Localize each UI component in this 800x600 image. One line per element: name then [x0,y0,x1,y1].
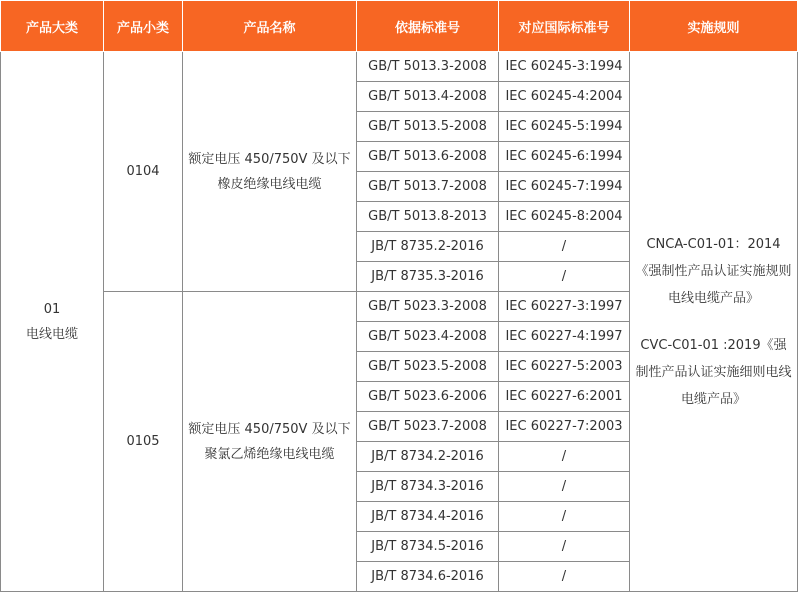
intl-standard-cell: IEC 60245-4:2004 [499,82,630,112]
standard-cell: GB/T 5013.3-2008 [357,52,499,82]
category-name: 电线电缆 [25,326,78,342]
intl-standard-cell: / [499,442,630,472]
intl-standard-cell: IEC 60245-5:1994 [499,112,630,142]
header-product-name: 产品名称 [183,1,357,52]
subcategory-cell: 0105 [104,292,183,592]
intl-standard-cell: IEC 60245-3:1994 [499,52,630,82]
rule-cvc: CVC-C01-01 :2019《强制性产品认证实施细则电线电缆产品》 [635,337,792,407]
intl-standard-cell: / [499,232,630,262]
header-standard: 依据标准号 [357,1,499,52]
category-cell [1,52,104,592]
standard-cell: JB/T 8735.2-2016 [357,232,499,262]
standard-cell: GB/T 5013.6-2008 [357,142,499,172]
intl-standard-cell: IEC 60227-3:1997 [499,292,630,322]
table-row [1,52,798,82]
category-code: 01 [43,301,61,317]
product-name-cell: 额定电压 450/750V 及以下聚氯乙烯绝缘电线电缆 [183,292,357,592]
standard-cell: GB/T 5023.4-2008 [357,322,499,352]
header-category: 产品大类 [1,1,104,52]
intl-standard-cell: / [499,472,630,502]
intl-standard-cell: IEC 60245-6:1994 [499,142,630,172]
standard-cell: JB/T 8735.3-2016 [357,262,499,292]
standard-cell: GB/T 5023.5-2008 [357,352,499,382]
standard-cell: JB/T 8734.2-2016 [357,442,499,472]
standard-cell: GB/T 5013.5-2008 [357,112,499,142]
intl-standard-cell: / [499,502,630,532]
intl-standard-cell: IEC 60227-5:2003 [499,352,630,382]
intl-standard-cell: IEC 60245-7:1994 [499,172,630,202]
header-row [1,1,798,52]
standard-cell: JB/T 8734.3-2016 [357,472,499,502]
rules-cell [630,52,798,592]
standard-cell: GB/T 5023.3-2008 [357,292,499,322]
standard-cell: GB/T 5013.8-2013 [357,202,499,232]
standard-cell: GB/T 5013.7-2008 [357,172,499,202]
standard-cell: GB/T 5023.7-2008 [357,412,499,442]
standard-cell: JB/T 8734.4-2016 [357,502,499,532]
standard-cell: GB/T 5023.6-2006 [357,382,499,412]
intl-standard-cell: / [499,262,630,292]
product-name-cell: 额定电压 450/750V 及以下橡皮绝缘电线电缆 [183,52,357,292]
intl-standard-cell: / [499,562,630,592]
standard-cell: JB/T 8734.6-2016 [357,562,499,592]
header-intl-standard: 对应国际标准号 [499,1,630,52]
rule-spacer [634,312,793,332]
rule-cnca: CNCA-C01-01：2014《强制性产品认证实施规则 电线电缆产品》 [635,236,792,306]
intl-standard-cell: IEC 60227-4:1997 [499,322,630,352]
intl-standard-cell: / [499,532,630,562]
intl-standard-cell: IEC 60227-6:2001 [499,382,630,412]
intl-standard-cell: IEC 60245-8:2004 [499,202,630,232]
standard-cell: JB/T 8734.5-2016 [357,532,499,562]
standard-cell: GB/T 5013.4-2008 [357,82,499,112]
header-rules: 实施规则 [630,1,798,52]
intl-standard-cell: IEC 60227-7:2003 [499,412,630,442]
subcategory-cell: 0104 [104,52,183,292]
header-subcategory: 产品小类 [104,1,183,52]
